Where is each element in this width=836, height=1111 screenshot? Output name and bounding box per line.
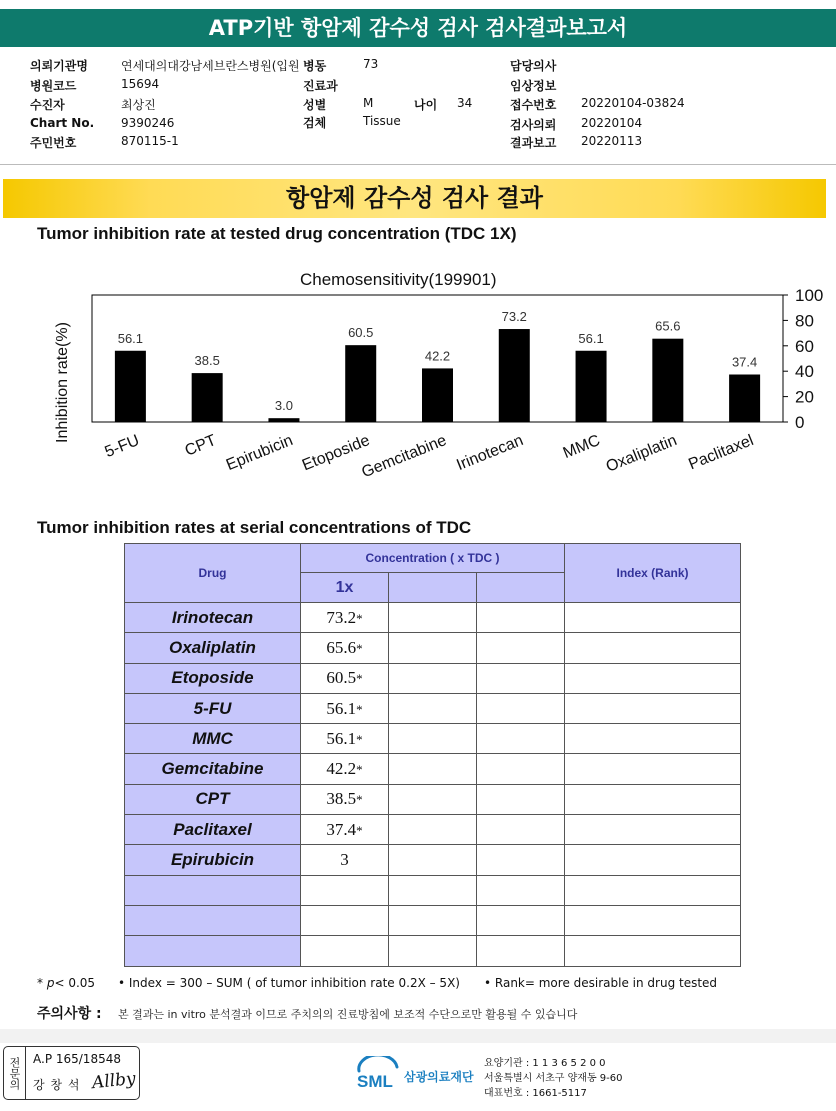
org-phone: 대표번호 : 1661-5117: [484, 1088, 587, 1099]
bar-value-label: 42.2: [424, 348, 451, 364]
empty-concentration-cell: [477, 905, 565, 935]
bar: [115, 351, 146, 422]
table-row: [125, 754, 741, 784]
value-1x: 56.1: [326, 698, 357, 718]
value-1x-cell: [301, 784, 389, 814]
ward-label: 병동: [303, 59, 327, 73]
table-row: [125, 875, 741, 905]
col-header-1x: 1x: [301, 573, 389, 603]
col-header-conc-2: [389, 573, 477, 603]
resident-no-value: 870115-1: [121, 134, 179, 148]
caution-text: 본 결과는 in vitro 분석결과 이므로 주치의의 진료방침에 보조적 수단으로만 활용될 수 있습니다: [118, 1008, 578, 1021]
table-row: [125, 784, 741, 814]
index-rank-cell: [565, 633, 741, 663]
empty-concentration-cell: [477, 693, 565, 723]
significance-mark: *: [356, 610, 363, 626]
doctor-label: 담당의사: [510, 59, 557, 73]
empty-concentration-cell: [389, 633, 477, 663]
institution-value: 연세대의대강남세브란스병원(입원: [121, 59, 300, 73]
empty-concentration-cell: [477, 603, 565, 633]
note-pvalue-p: p: [46, 976, 55, 990]
value-1x-cell: [301, 724, 389, 754]
x-tick-label: Paclitaxel: [686, 431, 757, 474]
note-pvalue-text: < 0.05: [54, 976, 96, 990]
patient-label: 수진자: [30, 98, 65, 112]
receipt-value: 20220104-03824: [581, 96, 685, 110]
empty-concentration-cell: [389, 815, 477, 845]
request-date-label: 검사의뢰: [510, 118, 557, 132]
sex-value: M: [363, 96, 374, 110]
bar-value-label: 37.4: [731, 354, 758, 370]
value-1x: 65.6: [326, 637, 357, 657]
drug-name-cell: [125, 905, 301, 935]
drug-name-cell: [125, 875, 301, 905]
index-rank-cell: [565, 663, 741, 693]
dept-label: 진료과: [303, 79, 338, 93]
table-row: [125, 663, 741, 693]
bar: [576, 351, 607, 422]
value-1x: 56.1: [326, 728, 357, 748]
bar-value-label: 65.6: [655, 318, 681, 334]
age-value: 34: [457, 96, 473, 110]
bar: [192, 373, 223, 422]
x-tick-label: CPT: [182, 431, 219, 460]
significance-mark: *: [356, 762, 363, 778]
chemosensitivity-chart: [0, 255, 836, 505]
table-row: [125, 815, 741, 845]
resident-no-label: 주민번호: [30, 136, 77, 150]
x-tick-label: Oxaliplatin: [603, 431, 680, 476]
bar-value-label: 56.1: [117, 330, 144, 346]
value-1x: 3: [340, 850, 349, 870]
y-tick-label: 80: [795, 311, 814, 331]
bar-value-label: 73.2: [501, 309, 527, 325]
bar: [499, 329, 530, 422]
value-1x-cell: [301, 845, 389, 875]
specimen-label: 검체: [303, 116, 327, 130]
x-tick-label: Irinotecan: [454, 431, 526, 475]
note-pvalue-prefix: *: [37, 976, 47, 990]
empty-concentration-cell: [389, 663, 477, 693]
drug-name-cell: [125, 936, 301, 966]
table-row: [125, 633, 741, 663]
drug-name-cell: CPT: [125, 784, 301, 814]
value-1x-cell: [301, 603, 389, 633]
y-tick-label: 20: [795, 387, 814, 407]
index-rank-cell: [565, 905, 741, 935]
age-label: 나이: [414, 98, 438, 112]
note-rank: • Rank= more desirable in drug tested: [484, 976, 718, 990]
bar-value-label: 38.5: [194, 353, 220, 369]
x-tick-label: Gemcitabine: [359, 431, 449, 482]
index-rank-cell: [565, 815, 741, 845]
empty-concentration-cell: [389, 936, 477, 966]
significance-mark: *: [356, 822, 363, 838]
note-pvalue: [37, 976, 95, 990]
empty-concentration-cell: [477, 875, 565, 905]
hospital-code-value: 15694: [121, 77, 160, 91]
col-header-drug: Drug: [125, 544, 301, 603]
bar-value-label: 3.0: [274, 398, 293, 414]
empty-concentration-cell: [477, 724, 565, 754]
chart-no-label: Chart No.: [30, 116, 95, 130]
empty-concentration-cell: [389, 724, 477, 754]
x-tick-label: Etoposide: [299, 431, 373, 475]
x-tick-label: Epirubicin: [223, 431, 296, 475]
bar-value-label: 56.1: [578, 330, 604, 346]
empty-concentration-cell: [477, 936, 565, 966]
x-tick-label: MMC: [560, 431, 603, 463]
empty-concentration-cell: [389, 754, 477, 784]
value-1x: 73.2: [326, 607, 357, 627]
table-row: [125, 845, 741, 875]
receipt-label: 접수번호: [510, 98, 557, 112]
value-1x: 38.5: [326, 789, 357, 809]
empty-concentration-cell: [477, 815, 565, 845]
table-row: [125, 724, 741, 754]
bar: [652, 339, 683, 422]
y-axis-label: Inhibition rate(%): [54, 322, 71, 443]
empty-concentration-cell: [477, 754, 565, 784]
clinical-label: 임상정보: [510, 79, 557, 93]
specialist-box: [3, 1046, 140, 1100]
bar: [268, 418, 299, 422]
drug-name-cell: Paclitaxel: [125, 815, 301, 845]
index-rank-cell: [565, 693, 741, 723]
report-date-value: 20220113: [581, 134, 643, 148]
value-1x: 42.2: [326, 759, 357, 779]
y-tick-label: 100: [795, 286, 824, 305]
signature: Allby: [91, 1068, 137, 1094]
specimen-value: Tissue: [363, 114, 401, 128]
y-tick-label: 0: [795, 413, 805, 432]
index-rank-cell: [565, 845, 741, 875]
index-rank-cell: [565, 936, 741, 966]
index-rank-cell: [565, 784, 741, 814]
table-heading: Tumor inhibition rates at serial concentrations of TDC: [37, 518, 472, 537]
table-row: [125, 693, 741, 723]
chart-no-value: 9390246: [121, 116, 175, 130]
empty-concentration-cell: [389, 693, 477, 723]
institution-label: 의뢰기관명: [30, 59, 88, 73]
drug-name-cell: Irinotecan: [125, 603, 301, 633]
specialist-vertical-label: 전문의: [4, 1047, 26, 1099]
bar: [345, 345, 376, 422]
drug-name-cell: 5-FU: [125, 693, 301, 723]
table-row: [125, 936, 741, 966]
empty-concentration-cell: [389, 784, 477, 814]
x-tick-label: 5-FU: [102, 431, 142, 462]
sml-logo-text: SML: [357, 1072, 393, 1091]
sex-label: 성별: [303, 98, 327, 112]
specialist-id: A.P 165/18548: [33, 1052, 121, 1066]
drug-name-cell: Oxaliplatin: [125, 633, 301, 663]
value-1x-cell: [301, 663, 389, 693]
value-1x: 60.5: [326, 668, 357, 688]
drug-name-cell: Epirubicin: [125, 845, 301, 875]
value-1x-cell: [301, 754, 389, 784]
org-name: 삼광의료재단: [404, 1070, 474, 1084]
col-header-index: Index (Rank): [565, 544, 741, 603]
value-1x-cell: [301, 815, 389, 845]
header-divider: [0, 164, 836, 165]
empty-concentration-cell: [389, 905, 477, 935]
value-1x-cell: [301, 905, 389, 935]
request-date-value: 20220104: [581, 116, 643, 130]
empty-concentration-cell: [477, 633, 565, 663]
chart-title: Chemosensitivity(199901): [300, 270, 497, 289]
hospital-code-label: 병원코드: [30, 79, 77, 93]
report-title: ATP기반 항암제 감수성 검사 검사결과보고서: [0, 9, 836, 47]
bar: [422, 368, 453, 422]
sml-logo-icon: [355, 1056, 401, 1092]
col-header-concentration: Concentration ( x TDC ): [301, 544, 565, 573]
index-rank-cell: [565, 603, 741, 633]
footer-band: [0, 1029, 836, 1043]
y-tick-label: 60: [795, 336, 814, 356]
y-tick-label: 40: [795, 362, 814, 382]
index-rank-cell: [565, 724, 741, 754]
value-1x-cell: [301, 633, 389, 663]
drug-name-cell: Etoposide: [125, 663, 301, 693]
significance-mark: *: [356, 671, 363, 687]
value-1x: 37.4: [326, 819, 357, 839]
ward-value: 73: [363, 57, 379, 71]
significance-mark: *: [356, 731, 363, 747]
note-index: • Index = 300 – SUM ( of tumor inhibition rate 0.2X – 5X): [118, 976, 460, 990]
value-1x-cell: [301, 693, 389, 723]
empty-concentration-cell: [477, 784, 565, 814]
drug-results-table: [124, 543, 741, 967]
chart-heading: Tumor inhibition rate at tested drug concentration (TDC 1X): [37, 224, 517, 243]
drug-name-cell: MMC: [125, 724, 301, 754]
org-address: 서울특별시 서초구 양재동 9-60: [484, 1073, 623, 1084]
index-rank-cell: [565, 875, 741, 905]
empty-concentration-cell: [477, 663, 565, 693]
specialist-name: 강 창 석: [33, 1078, 81, 1092]
bar: [729, 375, 760, 422]
bar-value-label: 60.5: [348, 325, 374, 341]
significance-mark: *: [356, 701, 363, 717]
value-1x-cell: [301, 875, 389, 905]
empty-concentration-cell: [389, 845, 477, 875]
col-header-conc-3: [477, 573, 565, 603]
org-code: 요양기관 : 1 1 3 6 5 2 0 0: [484, 1058, 606, 1069]
drug-name-cell: Gemcitabine: [125, 754, 301, 784]
empty-concentration-cell: [389, 875, 477, 905]
significance-mark: *: [356, 792, 363, 808]
patient-value: 최상진: [121, 98, 156, 112]
index-rank-cell: [565, 754, 741, 784]
empty-concentration-cell: [477, 845, 565, 875]
empty-concentration-cell: [389, 603, 477, 633]
significance-mark: *: [356, 641, 363, 657]
sml-logo: [355, 1056, 401, 1092]
value-1x-cell: [301, 936, 389, 966]
table-row: [125, 905, 741, 935]
caution-label: 주의사항 :: [37, 1006, 102, 1022]
table-row: [125, 603, 741, 633]
section-banner: 항암제 감수성 검사 결과: [3, 179, 826, 218]
report-date-label: 결과보고: [510, 136, 557, 150]
